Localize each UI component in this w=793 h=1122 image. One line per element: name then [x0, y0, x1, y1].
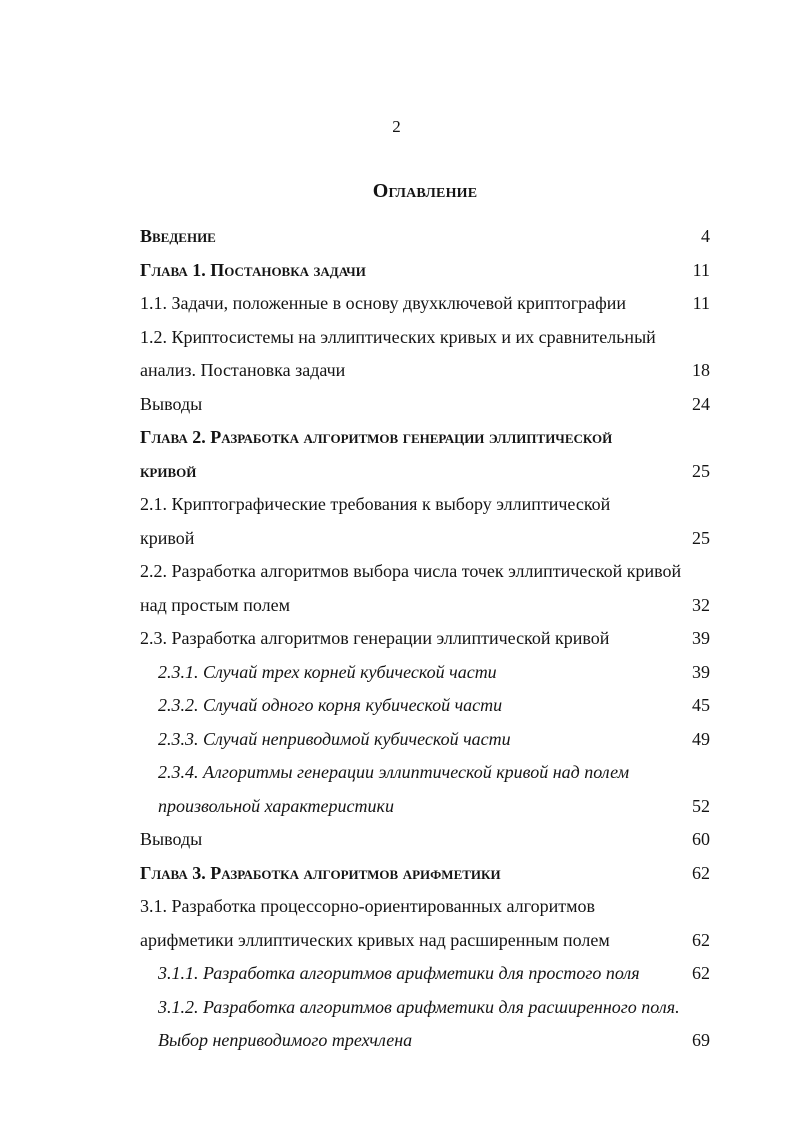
toc-entry-text: Глава 1. Постановка задачи: [140, 259, 366, 280]
toc-entry-page: 11: [692, 259, 710, 280]
toc-entry: [140, 890, 710, 924]
toc-entry-text: 2.3.3. Случай неприводимой кубической части: [158, 728, 511, 749]
toc-entry-page: 39: [692, 628, 710, 648]
toc-entry-text: Глава 2. Разработка алгоритмов генерации эллиптической: [140, 427, 613, 447]
toc-entry-text: 3.1.2. Разработка алгоритмов арифметики для расширенного поля.: [158, 996, 680, 1017]
toc-entry: [140, 723, 710, 757]
toc-entry: [140, 991, 710, 1025]
toc-entry-text: 2.3. Разработка алгоритмов генерации эллиптической кривой: [140, 628, 610, 648]
toc-entry: [140, 957, 710, 991]
toc-entry-text: произвольной характеристики: [158, 795, 394, 816]
toc-entry-text: 3.1.1. Разработка алгоритмов арифметики для простого поля: [158, 963, 640, 983]
toc-entry-page: 52: [692, 795, 710, 816]
toc-entry: [140, 354, 710, 388]
toc-entry: [140, 388, 710, 422]
toc-entry-page: 25: [692, 527, 710, 548]
toc-entry: [140, 790, 710, 824]
toc-entry-text: Выводы: [140, 393, 203, 414]
toc-entry-page: 39: [692, 661, 710, 682]
page-title: Оглавление: [372, 180, 478, 202]
toc-entry: [140, 488, 710, 522]
toc-entry-text: 1.1. Задачи, положенные в основу двухключевой криптографии: [140, 293, 627, 313]
toc-entry: [140, 455, 710, 489]
toc-entry-text: 2.3.2. Случай одного корня кубической части: [158, 695, 503, 715]
toc-entry: [140, 924, 710, 958]
toc-entry-text: 2.3.1. Случай трех корней кубической части: [158, 661, 497, 682]
toc-entry: [140, 220, 710, 254]
toc-entry-page: 4: [701, 226, 710, 246]
toc-entry-page: 45: [692, 695, 710, 715]
toc-entry: [140, 823, 710, 857]
toc-entry-text: Выбор неприводимого трехчлена: [158, 1030, 413, 1050]
toc-entry: [140, 522, 710, 556]
toc-entry-text: 2.1. Криптографические требования к выбору эллиптической: [140, 494, 611, 514]
toc-entry-text: Глава 3. Разработка алгоритмов арифметики: [140, 862, 501, 883]
toc-entry-page: 32: [692, 594, 710, 615]
toc-entry: [140, 321, 710, 355]
toc-entry-text: 2.3.4. Алгоритмы генерации эллиптической кривой над полем: [158, 762, 630, 782]
toc-entry: [140, 421, 710, 455]
page-number: 2: [392, 117, 401, 136]
toc-entry-page: 62: [692, 929, 710, 950]
toc-entry: [140, 589, 710, 623]
toc-entry: [140, 555, 710, 589]
toc-entry-page: 11: [692, 293, 710, 313]
toc-entry-page: 25: [692, 460, 710, 481]
toc-entry: [140, 1024, 710, 1058]
toc-entry-page: 69: [692, 1030, 710, 1050]
toc-entry-page: 18: [692, 360, 710, 380]
toc-entry-text: анализ. Постановка задачи: [140, 360, 346, 380]
toc-entry: [140, 857, 710, 891]
toc-entry: [140, 622, 710, 656]
toc-entry-page: 60: [692, 829, 710, 849]
toc-entry-text: кривой: [140, 527, 195, 548]
table-of-contents: [140, 220, 710, 1058]
toc-entry-text: арифметики эллиптических кривых над расширенным полем: [140, 929, 610, 950]
toc-entry: [140, 756, 710, 790]
toc-entry-text: 1.2. Криптосистемы на эллиптических кривых и их сравнительный: [140, 326, 656, 347]
toc-entry-page: 62: [692, 963, 710, 983]
toc-entry-page: 49: [692, 728, 710, 749]
toc-entry-page: 24: [692, 393, 710, 414]
toc-entry-text: над простым полем: [140, 594, 290, 615]
toc-entry-text: кривой: [140, 460, 197, 481]
toc-entry: [140, 656, 710, 690]
toc-entry-text: 3.1. Разработка процессорно-ориентированных алгоритмов: [140, 896, 595, 916]
toc-entry: [140, 287, 710, 321]
toc-entry: [140, 254, 710, 288]
toc-entry: [140, 689, 710, 723]
toc-entry-text: Выводы: [140, 829, 203, 849]
toc-entry-text: Введение: [140, 226, 216, 246]
toc-entry-page: 62: [692, 862, 710, 883]
toc-entry-text: 2.2. Разработка алгоритмов выбора числа точек эллиптической кривой: [140, 561, 682, 581]
